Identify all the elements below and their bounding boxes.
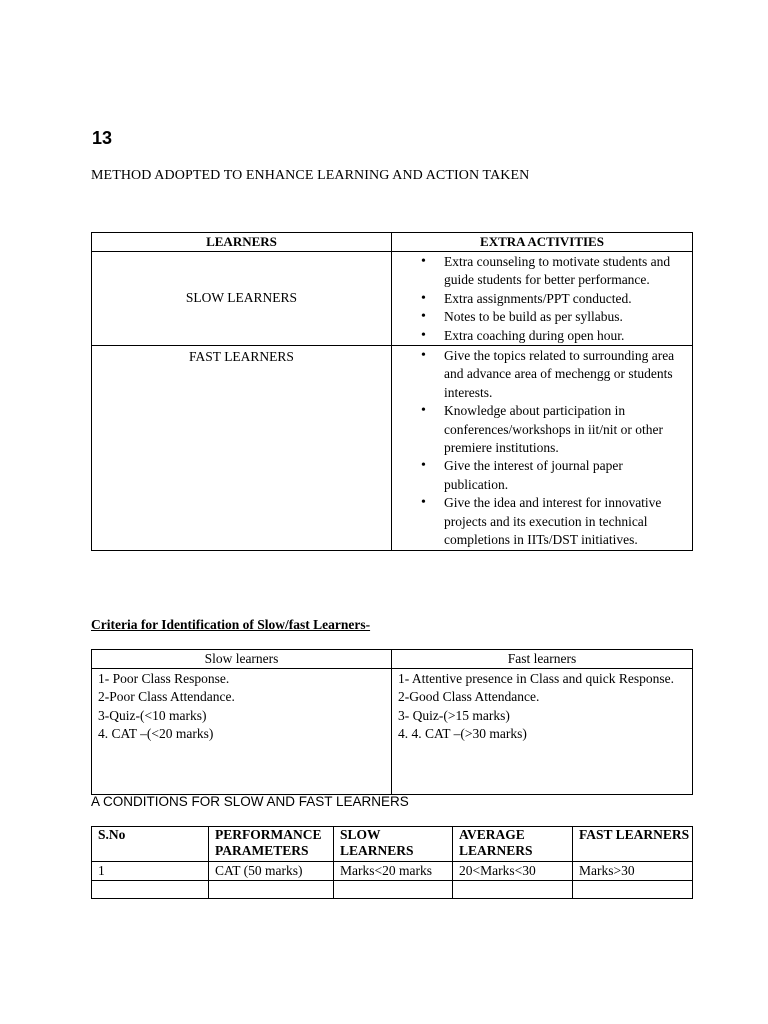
conditions-table <box>91 826 693 899</box>
conditions-title: A CONDITIONS FOR SLOW AND FAST LEARNERS <box>91 794 409 809</box>
criteria-title: Criteria for Identification of Slow/fast Learners- <box>91 617 371 632</box>
list-item: • Knowledge about participation in conferences/workshops in iit/nit or other premiere institutions. <box>444 402 688 457</box>
table-cell: 1 <box>92 862 209 881</box>
criteria-table <box>91 649 693 795</box>
column-header-slow-learners: SLOW LEARNERS <box>334 827 453 862</box>
column-header-performance-parameters: PERFORMANCE PARAMETERS <box>209 827 334 862</box>
criteria-line: 1- Attentive presence in Class and quick Response. <box>398 671 674 686</box>
table-cell: Marks<20 marks <box>334 862 453 881</box>
list-item: • Give the idea and interest for innovative projects and its execution in technical completions in IITs/DST initiatives. <box>444 494 688 549</box>
column-header-fast-learners: FAST LEARNERS <box>573 827 693 862</box>
criteria-line: 2-Poor Class Attendance. <box>98 689 235 705</box>
page-heading: METHOD ADOPTED TO ENHANCE LEARNING AND ACTION TAKEN <box>91 168 530 183</box>
list-item: • Notes to be build as per syllabus. <box>444 308 688 326</box>
table-cell: Marks>30 <box>573 862 693 881</box>
page-number: 13 <box>92 128 113 148</box>
activities-slow <box>392 252 693 346</box>
table-row <box>92 862 693 881</box>
column-header-slow: Slow learners <box>92 650 392 669</box>
table-header-row <box>92 827 693 862</box>
column-header-sno: S.No <box>92 827 209 862</box>
table-cell <box>573 881 693 899</box>
criteria-fast-cell <box>392 669 693 795</box>
list-item: • Extra assignments/PPT conducted. <box>444 290 688 308</box>
column-header-learners: LEARNERS <box>92 233 392 252</box>
table-cell: CAT (50 marks) <box>209 862 334 881</box>
learner-type-fast: FAST LEARNERS <box>92 346 392 550</box>
list-item: • Extra counseling to motivate students and guide students for better performance. <box>444 253 688 290</box>
column-header-average-learners: AVERAGE LEARNERS <box>453 827 573 862</box>
criteria-line: 1- Poor Class Response. <box>98 671 230 686</box>
list-item: • Extra coaching during open hour. <box>444 327 688 345</box>
table-cell <box>92 881 209 899</box>
criteria-slow-cell <box>92 669 392 795</box>
table-cell <box>334 881 453 899</box>
criteria-line: 3-Quiz-(<10 marks) <box>98 707 207 723</box>
column-header-fast: Fast learners <box>392 650 693 669</box>
list-item: • Give the topics related to surrounding area and advance area of mechengg or students interests. <box>444 347 688 402</box>
table-cell <box>209 881 334 899</box>
table-header-row <box>92 233 693 252</box>
learner-type-slow: SLOW LEARNERS <box>92 252 392 346</box>
table-row-slow-learners <box>92 252 693 346</box>
criteria-line: 4. 4. CAT –(>30 marks) <box>398 726 527 742</box>
table-row <box>92 669 693 795</box>
activities-fast <box>392 346 693 550</box>
table-row-fast-learners <box>92 346 693 550</box>
criteria-line: 2-Good Class Attendance. <box>398 689 540 705</box>
column-header-extra-activities: EXTRA ACTIVITIES <box>392 233 693 252</box>
table-cell: 20<Marks<30 <box>453 862 573 881</box>
criteria-line: 3- Quiz-(>15 marks) <box>398 707 510 723</box>
table-header-row <box>92 650 693 669</box>
list-item: • Give the interest of journal paper publication. <box>444 457 688 494</box>
criteria-line: 4. CAT –(<20 marks) <box>98 726 214 742</box>
table-row <box>92 881 693 899</box>
learners-activities-table <box>91 232 693 551</box>
table-cell <box>453 881 573 899</box>
